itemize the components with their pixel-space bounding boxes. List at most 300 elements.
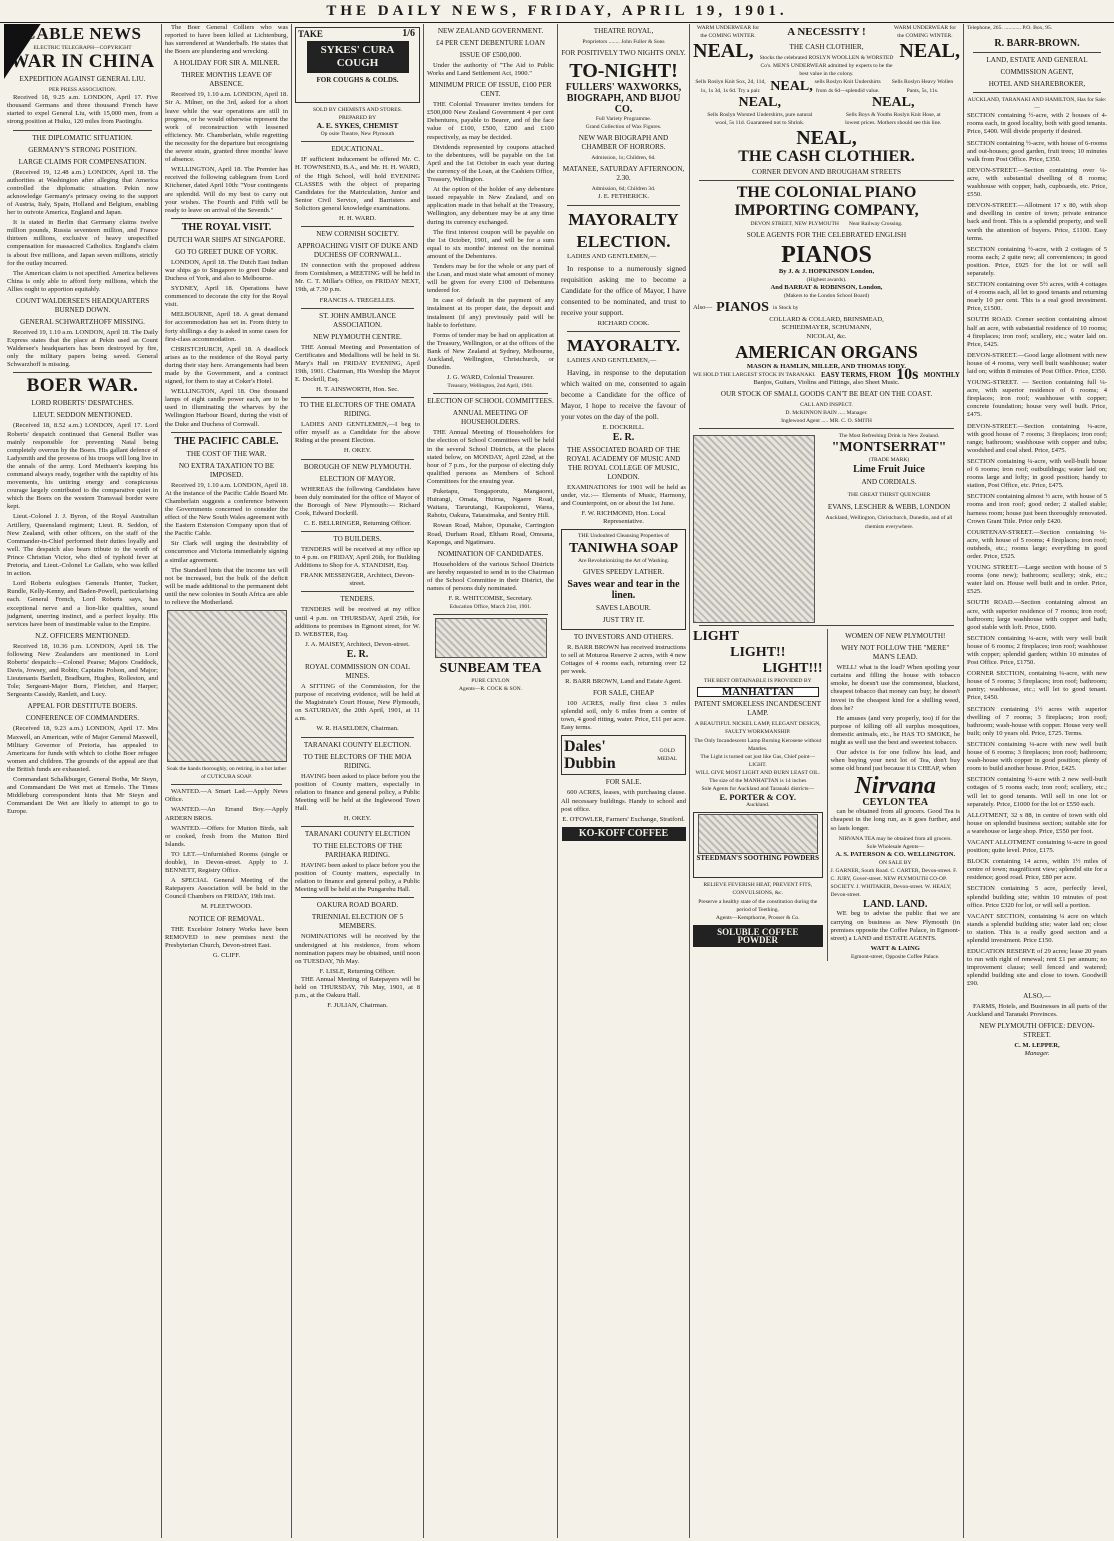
divider (699, 625, 954, 626)
divider (171, 218, 282, 219)
boer-war-heading: BOER WAR. (26, 375, 139, 397)
neal-row-1 (693, 40, 960, 78)
article-paragraph: WELLINGTON, April 18. One thousand lamps of eight candle power each, are to be used in illuminating the wharves by the Wellington Harbour Board, during the visit of the Duke and Duchess of Cornwall. (165, 388, 288, 428)
pianos-stock-heading: PIANOS (716, 300, 769, 316)
divider (301, 459, 414, 460)
article-paragraph: Lord Roberts eulogises Generals Hunter, Tucker, Rundle, Kelly-Kenny, and Baden-Powell, particularising each. General French, Lord Roberts says, has exceptional nerve and a lion-like qualities, sound judgment, unerring instinct, and a perfect loyalty. His services have been of inestimable value to the Empire. (7, 580, 158, 628)
notice-text: Puketapu, Tongaporutu, Mangaorei, Huirangi, Omata, Huirua, Ngaere Road, Waitara, Tarurutangi, Kaupokonui, Warea, Rahotu, Oakura, Tataraimaka, and Sentry Hill. (427, 488, 554, 520)
headline: APPEAL FOR DESTITUTE BOERS. (27, 702, 138, 711)
divider (433, 614, 548, 615)
signature: C. E. BELLRINGER, Returning Officer. (303, 519, 412, 527)
notice-text: At the option of the holder of any debenture issued repayable in New Zealand, and on application made in that behalf at the Treasury, Wellington, any debenture may be at any time during its currency exchanged. (427, 186, 554, 226)
headline: N.Z. OFFICERS MENTIONED. (35, 631, 130, 640)
dateline: Treasury, Wellington, 2nd April, 1901. (447, 383, 534, 390)
neal-logo: NEAL, (899, 40, 960, 63)
colonial-near-rail: Near Railway Crossing. (848, 220, 903, 227)
headline: NEW CORNISH SOCIETY. (316, 230, 399, 239)
property-listing: SOUTH ROAD. Corner section containing almost half an acre, with substantial residence of 10 rooms; 4 fireplaces; iron roof; scullery, etc.; water laid on. Price, £425. (967, 316, 1107, 348)
divider (301, 531, 414, 532)
notice-text: In case of default in the payment of any instalment at its proper date, the deposit and instalment (if any) previously paid will be liable to forfeiture. (427, 297, 554, 329)
headline: MATANEE, SATURDAY AFTERNOON, 2.30. (562, 165, 685, 183)
property-listing: COURTENAY-STREET.—Section containing ¼-acre, with house of 5 rooms; 4 fireplaces; iron roof; outsheds, etc.; rooms large; everything in good order. Price, £525. (967, 528, 1107, 560)
colonial-piano-heading: THE COLONIAL PIANO IMPORTING COMPANY, (734, 183, 919, 219)
organ-makers: MASON & HAMLIN, MILLER, AND THOMAS IODY. (746, 362, 907, 370)
taniwha-brand: TANIWHA SOAP (568, 540, 679, 556)
also-label: Also— (693, 304, 713, 312)
dales-medal: GOLD MEDAL (657, 748, 678, 763)
classified-ad: THE Excelsior Joinery Works have been REMOVED to new premises next the Presbyterian Church, Devon-street East. (165, 925, 288, 949)
headline: NO EXTRA TAXATION TO BE IMPOSED. (178, 461, 275, 479)
headline: NOMINATION OF CANDIDATES. (437, 549, 544, 558)
steedman-text: Preserve a healthy state of the constitution during the period of Teething. (698, 898, 818, 913)
neal-main-logo: NEAL, (796, 126, 857, 149)
burning-kerosene: The Only Incandescent Lamp Burning Kerosene without Mantles. (694, 737, 822, 752)
ad-text: GIVES SPEEDY LATHER. (583, 567, 664, 576)
divider (301, 308, 414, 309)
nirvana-text: He amuses (and very properly, too) if for the purpose of killing off all surplus mosquitoes, domestic animals, etc., he HAS TO SMOKE, he might as well use the best and sweetest tobacco. (830, 714, 960, 746)
signature: F. JULIAN, Chairman. (327, 1002, 388, 1010)
lepper: C. M. LEPPER, (1014, 1041, 1060, 1049)
property-listing: DEVON-STREET.—Section containing over ¼-acre, with substantial dwelling of 8 rooms; washhouse with copper, bath, cupboards, etc. Price, £550. (967, 166, 1107, 199)
notice-text: 600 ACRES, leases, with purchasing clause. All necessary buildings. Handy to school and post office. (561, 789, 686, 813)
taniwha-soap-ad (561, 529, 686, 629)
notice-text: Householders of the various School Districts are hereby requested to send in to the Chairman of the School Committee in their District, the names of persons duly nominated. (427, 560, 554, 592)
paterson: A. S. PATERSON & CO. WELLINGTON. (835, 850, 956, 858)
headline: TO THE ELECTORS OF THE OMATA RIDING. (299, 401, 416, 419)
steedman-ad (693, 812, 823, 878)
signature: E. DOCKRILL. (602, 423, 645, 431)
ad-text: Saves wear and tear in the linen. (567, 578, 680, 601)
article-paragraph: SYDNEY, April 18. Operations have commenced to decorate the city for the Royal visit. (165, 285, 288, 309)
neal-main-clothier: THE CASH CLOTHIER. (738, 147, 915, 165)
land-estate: LAND, ESTATE AND GENERAL (986, 56, 1088, 65)
nirvana-brand: Nirvana (854, 773, 936, 800)
ad-text: Grand Collection of Wax Figures. (585, 124, 662, 131)
montserrat-agents: Auckland, Wellington, Christchurch, Dunedin, and of all chemists everywhere. (825, 515, 953, 530)
column-3 (292, 24, 424, 1538)
land-heading: LAND. LAND. (863, 899, 928, 911)
article-paragraph: The American claim is not specified. America believes China is only able to afford forty millions, which the Allies ought to apportion equitably. (7, 269, 158, 293)
mayoralty-election-heading: MAYORALTY ELECTION. (568, 209, 679, 251)
neal-stocks: Stocks the celebrated ROSLYN WOOLLEN & WORSTED Co's. MEN'S UNDERWEAR admitted by experts to be the best value in the colony. (759, 55, 894, 78)
manhattan-brand: MANHATTAN (697, 687, 819, 697)
headline: EDUCATIONAL. (331, 145, 384, 154)
in-stock: in Stock by (772, 305, 799, 312)
divider (301, 226, 414, 227)
notice-text: TENDERS will be received at my office up to 4 p.m. on FRIDAY, April 26th, for Building Additions to Shop for A. STANDISH, Esq. (295, 546, 420, 570)
tonight-heading: TO-NIGHT! (569, 60, 678, 83)
porter-city: Auckland. (746, 802, 770, 809)
ad-text: A. E. SYKES, CHEMIST (316, 121, 399, 131)
headline: ANNUAL MEETING OF HOUSEHOLDERS. (452, 409, 529, 427)
property-listing: SECTION containing ½-acre, with house of 6-rooms and out-houses; good garden, fruit trees; 10 minutes walk from Post Office. Price, £350. (967, 139, 1107, 163)
classified-ad: WANTED.—A Smart Lad.—Apply News Office. (165, 788, 288, 804)
ad-caption: Soak the hands thoroughly, on retiring, in a hot lather of CUTICURA SOAP. (166, 766, 287, 781)
sole-agents: SOLE AGENTS FOR THE CELEBRATED ENGLISH (746, 230, 907, 239)
notice-text: Dividends represented by coupons attached to the debentures, will be payable on the 1st April and the 1st October in each year during the currency of the Loan, at the Cashiers Office, Treasury, Wellington. (427, 143, 554, 184)
neal-logo: NEAL, (693, 40, 754, 63)
neal-clothier: THE CASH CLOTHIER, (789, 43, 864, 52)
property-listing: YOUNG-STREET. — Section containing full ¼-acre, with superior residence of 6 rooms; 4 fireplaces; iron roof; washhouse with copper; concrete foundation; house very well built. Price, £475. (967, 379, 1107, 419)
telephone-line: Telephone, 265. ............ P.O. Box, 95. (967, 25, 1053, 31)
manager: Manager. (1024, 1049, 1050, 1057)
sykes-take: TAKE (298, 29, 323, 39)
notice-text: HAVING been asked to place before you the position of County matters, especially in relation to finance and general policy, a Public Meeting will be held at the Inglewood Town Hall. (295, 772, 420, 812)
easy-terms: EASY TERMS, FROM (820, 370, 891, 379)
torn-corner (4, 24, 42, 82)
neal-corner: CORNER DEVON AND BROUGHAM STREETS (752, 167, 901, 176)
classified-ad: TO LET.—Unfurnished Rooms (single or double), in Devon-street. Apply to J. BENNETT, Registry Office. (165, 850, 288, 875)
dateline: Education Office, March 21st, 1901. (449, 604, 532, 611)
headline: GENERAL SCHWARTZHOFF MISSING. (20, 317, 145, 326)
article-paragraph: LONDON, April 18. The Dutch East Indian war ships go to Singapore to greet Duke and Duchess of York, and also to Melbourne. (165, 258, 288, 282)
best-obtainable: THE BEST OBTAINABLE IS PROVIDED BY (703, 678, 812, 685)
royal-cipher: E. R. (612, 431, 635, 443)
headline: THREE MONTHS LEAVE OF ABSENCE. (181, 71, 272, 89)
barratt: And BARRAT & ROBINSON, London, (770, 284, 883, 292)
signature: RICHARD COOK. (597, 319, 650, 327)
watt-address: Egmont-street, Opposite Coffee Palace. (850, 953, 940, 960)
article-paragraph: (Received 18, 8.52 a.m.) LONDON, April 17. Lord Roberts' despatch continued that General Buller was mainly responsible for preventing Natal being completely overrun by the Boers. His gallant defence of Ladysmith and the prowess of his troops will long live in the annals of the army. Lord Methuen's keeping his command always ready, together with the rapidity of his movements, his untiring energy and conspicuous courage largely contributed to the comparative quiet in which the Boers on the western Transvaal border were kept. (7, 422, 158, 511)
classified-ad: WANTED.—An Errand Boy.—Apply ARDERN BROS. (165, 806, 288, 822)
article-paragraph: WELLINGTON, April 18. The Premier has received the following cablegram from Lord Kitchener, dated April 10th: "Your contingents are splendid. Will do my best to carry out your wishes. The Fourth and Fifth will be ready to leave on arrival of the Seventh." (165, 166, 288, 214)
headline: LIEUT. SEDDON MENTIONED. (32, 411, 133, 420)
property-listing: YOUNG STREET.—Large section with house of 5 rooms (one new); bathroom; scullery; sink, etc.; water laid on. House well built and in order. Price, £525. (967, 564, 1107, 596)
neal-hose: Sells Boys & Youths Roslyn Knit Hose, at lowest prices. Mothers should see this line. (845, 111, 942, 126)
divider (171, 432, 282, 433)
notice-text: Having, in response to the deputation which waited on me, consented to again become a Candidate for the office of Mayor, I hope to receive the favour of your votes on the day of the poll. (561, 367, 686, 421)
neal-row-2 (693, 78, 960, 94)
colonial-address: DEVON STREET, NEW PLYMOUTH (750, 220, 839, 227)
ad-text: SOLD BY CHEMISTS AND STORES. (312, 107, 403, 113)
divider (973, 52, 1101, 53)
headline: THE DIPLOMATIC SITUATION. (32, 133, 133, 142)
neal-logo: NEAL, (872, 94, 915, 110)
headline: TO THE ELECTORS OF THE PARIHAKA RIDING. (312, 842, 403, 860)
property-listing: VACANT SECTION, containing ¼ acre on which stands a splendid building site; water laid on; close to station. This is a really good section and a splendid investment. Price £150. (967, 912, 1107, 944)
headline: EXPEDITION AGAINST GENERAL LIU. (19, 75, 146, 84)
headline: TENDERS. (340, 595, 375, 604)
notice-text: The first interest coupon will be payable on the 1st October, 1901, and will be for a sum equal to six months' interest on the nominal amount of the Debentures. (427, 228, 554, 260)
property-listing: DEVON-STREET.—Allotment 17 x 80, with shop and dwelling in centre of town; private entrance back and front. This is a splendid property, and well worth the attention of buyers. Price, £1100. Easy terms. (967, 202, 1107, 242)
montserrat-ad (693, 432, 960, 622)
article-paragraph: Lieut.-Colonel J. J. Byron, of the Royal Australian Artillery, Queensland regiment; Lieut. R. Seddon, of New Zealand, with other officers, on the staff of the Commander-in-Chief performed their duties loyally and well. The despatch also bears tribute to the worth of Prince Christian Victor, who died of typhoid fever at Pretoria, and Lieut.-Colonel Le Gallais, who was killed in action. (7, 513, 158, 578)
montserrat-illustration (693, 435, 815, 623)
trade-mark: (TRADE MARK) (868, 457, 910, 464)
headline: TO THE ELECTORS OF THE MOA RIDING. (303, 752, 412, 770)
notice-text: A SITTING of the Commission, for the purpose of receiving evidence, will be held at the Magistrate's Court House, New Plymouth, on SATURDAY, the 20th April, 1901, at 11 a.m. (295, 682, 420, 723)
dales-dubbin-ad (561, 735, 686, 775)
headline: COUNT WALDERSEE'S HEADQUARTERS BURNED DOWN. (15, 296, 150, 314)
on-sale: ON SALE BY (878, 859, 912, 866)
lamp-sole-agents: Sole Agents for Auckland and Taranaki districts— (701, 786, 815, 793)
neal-worsted: Sells Roslyn Worsted Undershirts, pure natural wool, 5s 11d. Guaranteed not to Shrink. (707, 111, 813, 126)
headline: NOTICE OF REMOVAL. (188, 914, 265, 923)
cordials: AND CORDIALS. (861, 478, 917, 487)
fullers-heading: FULLERS' WAXWORKS, BIOGRAPH, AND BIJOU CO. (565, 82, 682, 116)
column-1 (4, 24, 162, 1538)
headline: GERMANY'S STRONG POSITION. (28, 145, 137, 154)
property-listing: DEVON-STREET.—Good large allotment with new house of 4 rooms, very well built washhouse; water laid on; within 8 minutes of Post Office. Price, £350. (967, 351, 1107, 375)
royal-cipher: E. R. (346, 648, 369, 660)
signature: H. OKEY. (343, 814, 372, 822)
pills-ad-illustration (435, 618, 547, 658)
article-paragraph: MELBOURNE, April 18. A great demand for accommodation has set in. From thirty to forty shillings a day is asked in some cases for first-class accommodation. (165, 311, 288, 343)
steedman-brand: STEEDMAN'S SOOTHING POWDERS (696, 854, 820, 863)
headline: THE COST OF THE WAR. (186, 449, 267, 458)
divider (433, 393, 548, 394)
property-listing: EDUCATION RESERVE of 29 acres; lease 20 years to run with right of renewal; rent £1 per annum; no improvement clause; well fenced and watered; splendid building site and close to town. Goodwill £90. (967, 948, 1107, 988)
headline: FOR POSITIVELY TWO NIGHTS ONLY. (561, 49, 686, 58)
article-paragraph: Received 19, 1.10 a.m. LONDON, April 18. The Daily Express states that the place at Pekin used as Count Waldersee's headquarters has been destroyed by fire, only the military papers being saved. General Schwarzhoff is missing. (7, 328, 158, 369)
american-organs-heading: AMERICAN ORGANS (735, 341, 918, 362)
headline: £4 PER CENT DEBENTURE LOAN (436, 39, 545, 47)
headline: NEW WAR BIOGRAPH AND CHAMBER OF HORRORS. (578, 134, 669, 152)
notice-text: LADIES AND GENTLEMEN,— (567, 356, 657, 364)
column-2 (162, 24, 292, 1538)
notice-text: THE Annual Meeting of Householders for the election of School Committees will be held in the several School Districts, at the places stated below, on MONDAY, April 22nd, at the hour of 7 p.m., for the purpose of electing duly qualified persons as Members of School Committees for the ensuing year. (427, 429, 554, 485)
dales-brand: Dales' Dubbin (564, 738, 616, 773)
wholesale: Sole Wholesale Agents— (866, 843, 924, 850)
mayoralty-heading: MAYORALTY. (567, 335, 680, 355)
divider (567, 331, 680, 332)
underwear-header (693, 24, 960, 40)
warm-underwear-right: WARM UNDERWEAR for the COMING WINTER. (893, 25, 957, 40)
headline: TRIENNIAL ELECTION OF 5 MEMBERS. (311, 913, 404, 931)
ad-text: JUST TRY IT. (602, 615, 645, 624)
also-heading: ALSO,— (1023, 991, 1051, 1000)
headline: THE ASSOCIATED BOARD OF THE ROYAL ACADEMY OF MUSIC AND THE ROYAL COLLEGE OF MUSIC, LONDON. (566, 445, 681, 481)
column-6 (690, 24, 964, 1538)
signature: H. OKEY. (343, 447, 372, 455)
divider (973, 92, 1101, 93)
neal-row-3 (693, 95, 960, 127)
article-paragraph: The Standard hints that the income tax will not be increased, but the bulk of the deficit will be made additional to the permanent debt until the new colonies in South Africa are able to relieve the Motherland. (165, 566, 288, 606)
masthead (0, 0, 1114, 23)
signature: H. T. AINSWORTH, Hon. Sec. (316, 386, 399, 394)
beautiful-lamp: A BEAUTIFUL NICKEL LAMP, ELEGANT DESIGN, FAULTY WORKMANSHIP. (694, 721, 821, 736)
headline: LARGE CLAIMS FOR COMPENSATION. (18, 157, 147, 166)
signature: J. A. MAISEY, Architect, Devon-street. (305, 640, 410, 648)
warm-underwear-left: WARM UNDERWEAR for the COMING WINTER. (696, 25, 760, 40)
property-listing: ALLOTMENT, 32 x 88, in centre of town with old house on splendid business section; suitable site for a warehouse or large shop. Price, £550 per foot. (967, 811, 1107, 835)
nokoff-coffee-ad: KO-KOFF COFFEE (562, 827, 686, 841)
manager-line: D. McKINNON BAIN ..... Manager. (785, 409, 868, 416)
notice-text: THE Annual Meeting of Ratepayers will be held on THURSDAY, 7th May, 1901, at 8 p.m., at the Oakura Hall. (295, 975, 420, 1000)
nirvana-text: can be obtained from all grocers. Good Tea is cheapest in the long run, as it goes further, and so lasts longer. (830, 808, 960, 832)
headline: THEATRE ROYAL, (593, 27, 654, 35)
article-paragraph: (Received 18, 9.23 a.m.) LONDON, April 17. Mrs Maxwell, an American, wife of Major General Maxwell, Military Governor of Pretoria, has appealed to Americans for funds with which to clothe Boer refugee women and children. The grounds of the appeal are that the British funds are exhausted. (7, 725, 158, 773)
divider (301, 826, 414, 827)
cable-news-heading: CABLE NEWS (23, 24, 142, 43)
notice-text: Tenders may be for the whole or any part of the Loan, and must state what amount of money will be given for every £100 of Debentures tendered for. (427, 262, 554, 295)
divider (301, 591, 414, 592)
notice-text: IN connection with the proposed address from Cornishmen, a MEETING will be held in Mr. C. T. Millar's Office, on FRIDAY NEXT, 19th, at 7.30 p.m. (295, 262, 420, 294)
property-listing: SECTION containing ¼-acre, with well-built house of 6 rooms; iron roof; outbuildings; water laid on; rooms large and lofty; in good position; handy to station, Post Office, etc. Price, £475. (967, 457, 1107, 490)
steedman-agents: Agents—Kempthorne, Prosser & Co. (715, 914, 800, 921)
headline: FOR SALE. (605, 778, 642, 787)
cuticura-illustration (167, 610, 287, 762)
headline: TO INVESTORS AND OTHERS. (573, 632, 674, 641)
most-refreshing: The Most Refreshing Drink in New Zealand. (838, 433, 940, 440)
divider (301, 397, 414, 398)
article-paragraph: (Received 19, 12.48 a.m.) LONDON, April 18. The authorities at Washington after alleging that America controlled the diplomatic situation. Pekin now acknowledge Germany's primacy owing to the support of Austria, Italy, Spain, Holland and Belgium, enabling her to outvote America, England and Japan. (7, 168, 158, 217)
ten-shillings: 10s (896, 365, 919, 383)
divider (13, 372, 152, 373)
headline: NEW PLYMOUTH CENTRE. (313, 332, 402, 341)
inglewood-agent: Inglewood Agent ..... MR. C. O. SMITH (781, 418, 872, 425)
sykes-for: FOR COUGHS & COLDS. (316, 76, 399, 85)
farms-text: FARMS, Hotels, and Businesses in all parts of the Auckland and Taranaki Provinces. (967, 1002, 1107, 1018)
classified-ad: A SPECIAL General Meeting of the Ratepayers Association will be held in the Council Chambers on FRIDAY, 19th inst. (165, 877, 288, 901)
theatre-proprietors: Proprietors ........ John Fuller & Sons (582, 39, 665, 45)
signature: F. LISLE, Returning Officer. (319, 967, 396, 975)
most-light: WILL GIVE MOST LIGHT AND BURN LEAST OIL. (695, 769, 820, 776)
montserrat-brand: "MONTSERRAT" (831, 440, 947, 456)
column-4 (424, 24, 558, 1538)
article-paragraph: It is stated in Berlin that Germany claims twelve million pounds, Russia seventeen million, and France thirteen millions, exclusive of heavy unspecified compensation for massacred Catholics. England's claim is about five millions, and Japan seven millions, strictly for the outlay incurred. (7, 219, 158, 267)
nirvana-all: NIRVANA TEA may be obtained from all grocers. (838, 835, 952, 842)
signature: J. G. WARD, Colonial Treasurer. (446, 374, 535, 382)
divider (171, 784, 282, 785)
column-5 (558, 24, 690, 1538)
headline: NEW ZEALAND GOVERNMENT. (437, 27, 544, 35)
notice-text: TENDERS will be received at my office until 4 p.m. on THURSDAY, April 25th, for additions to premises in Egmont street, for W. D. WEBSTER, Esq. (295, 606, 420, 638)
signature: W. R. HASELDEN, Chairman. (316, 725, 399, 733)
headline: ST. JOHN AMBULANCE ASSOCIATION. (319, 311, 396, 329)
notice-text: WHEREAS the following Candidates have been duly nominated for the office of Mayor of the Borough of New Plymouth:— Richard Cook, Edward Dockrill. (295, 485, 420, 517)
article-paragraph: Received 19, 1.10 a.m. LONDON, April 18. Sir A. Milner, on the 3rd, asked for a short leave while the war operations are still in progress, or he would otherwise represent the work of reconstruction with lessened efficiency. Mr. Chamberlain, while regretting the necessity for the departure but recognising the severe strain, granted three months' leave of absence. (165, 91, 288, 164)
signature: FRANCIS A. TREGELLES. (319, 296, 396, 304)
divider (13, 130, 152, 131)
headline: GO TO GREET DUKE OF YORK. (175, 247, 278, 256)
war-in-china-heading: WAR IN CHINA (10, 51, 155, 73)
sunbeam-sub: PURE CEYLON (471, 678, 510, 685)
ad-text: Admission, 6d; Children 3d. (591, 186, 656, 193)
sykes-logo: SYKES' CURA COUGH (307, 41, 409, 73)
ad-text: Admission, 1s; Children, 6d. (591, 155, 656, 162)
signature: FRANK MESSENGER, Architect, Devon-street. (300, 572, 415, 588)
notice-text: Under the authority of "The Aid to Public Works and Land Settlement Act, 1900." (427, 62, 554, 78)
for-sale-intro: AUCKLAND, TARANAKI AND HAMILTON, Has for Sale:— (967, 97, 1107, 112)
ad-text: SAVES LABOUR. (596, 603, 651, 612)
royal-visit-heading: THE ROYAL VISIT. (181, 221, 272, 233)
notice-text: 100 ACRES, really first class 3 miles splendid soil, only 6 miles from a centre of town, 4 good ritting, water. Price, £11 per acre. Easy terms. (561, 700, 686, 732)
sellers: J. GARNER, South Road. C. CARTER, Devon-street. F. C. JURY, Gover-street. NEW PLYMOUTH CO-OP. SOCIETY. J. WHITAKER, Devon-street. W. HEALY, Devon-street. (830, 868, 958, 899)
property-listing: SECTION containing 5 acre, perfectly level, splendid building site; within 10 minutes of post office. Price £320 for lot, or will sell a portion. (967, 885, 1107, 909)
property-listing: CORNER SECTION, containing ¼-acre, with new house of 5 rooms; 3 fireplaces; iron roof; bathroom; pantry; washhouse, etc.; will let to good tenant. Price, £450. (967, 670, 1107, 702)
notice-text: THE Colonial Treasurer invites tenders for £500,000 New Zealand Government 4 per cent Debentures, payable to Bearer, and of the face value of £100, £500, £200 and £100 respectively, as may be decided. (427, 101, 554, 141)
nirvana-ad (827, 629, 961, 961)
nirvana-text: WELL! what is the load? When spoiling your curtains and filling the house with tobacco smoke, he doesn't use the commonest, blackest, cheapest tobacco that money can buy; he doesn't invest in the cheapest kind for a shilling weed, does he? (830, 664, 960, 712)
headline: FOR SALE, CHEAP (593, 689, 654, 698)
steedman-illustration (698, 814, 818, 854)
signature: J. E. FETHERICK. (597, 193, 650, 201)
light-turned: The Light is turned out just like Gas, Chief point—LIGHT. (700, 753, 816, 768)
land-text: WE beg to advise the public that we are carrying on business as New Plymouth (in premises opposite the Coffee Palace, in Egmont-street) a LAND and ESTATE AGENTS. (830, 910, 960, 942)
property-listing: DEVON-STREET.—Section containing ¼-acre, with good house of 7 rooms; 3 fireplaces; iron roof; range; bathroom; washhouse with copper and tubs; woodshed and coal shed. Price, £475. (967, 422, 1107, 454)
notice-text: Rowan Road, Mahoe, Opunake, Carrington Road, Durham Road, Eltham Road, Omoana, Kaponga, and Ngatimaru. (427, 522, 554, 546)
barr-brown-heading: R. BARR-BROWN. (994, 38, 1080, 50)
headline: ELECTION OF MAYOR. (319, 474, 396, 483)
notice-text: HAVING been asked to place before you the position of County matters, especially in relation to finance and general policy, a Public Meeting will be held at the Pungarehu Hall. (295, 862, 420, 894)
article-paragraph: Received 18, 9.25 a.m. LONDON, April 17. Five thousand Germans and three thousand French have started to expel General Liu, with 15,000 men, from a strong position at Hsiku, 120 miles from Paotingfu. (7, 94, 158, 126)
why-not: WHY NOT FOLLOW THE "MERE" MAN'S LEAD. (841, 644, 950, 662)
article-paragraph: CHRISTCHURCH, April 18. A deadlock arises as to the residence of the Royal party during their stay here. Arrangements had been made by the Government, and a contract signed, for them to stay at Coker's Hotel. (165, 345, 288, 386)
headline: TARANAKI COUNTY ELECTION. (303, 740, 412, 749)
pianos-heading: PIANOS (781, 241, 872, 268)
notice-text: NOMINATIONS will be received by the undersigned at his residence, from whom nomination papers may be obtained, until noon on TUESDAY, 7th May. (295, 933, 420, 965)
property-listing: BLOCK containing 14 acres, within 1½ miles of centre of town; magnificent view; splendid site for a residence; good road. Price, £80 per acre. (967, 858, 1107, 882)
ad-text: PREPARED BY (338, 115, 377, 122)
colonial-address-row (693, 220, 960, 228)
signature: G. CLIFF. (212, 951, 241, 959)
small-goods: OUR STOCK OF SMALL GOODS CAN'T BE BEAT ON THE COAST. (720, 389, 933, 398)
women-heading: WOMEN OF NEW PLYMOUTH! (845, 632, 946, 641)
banjos: Banjos, Guitars, Violins and Fittings, also Sheet Music. (753, 378, 900, 386)
pianos-stock-row (693, 300, 960, 316)
property-listing: SECTION containing ½-acre, with 2 houses of 4-rooms each, in good locality, both with good tenants. Price, £400. Will divide property if desired. (967, 112, 1107, 136)
headline: TO BUILDERS. (333, 535, 382, 543)
ad-text: Full Variety Programme. (595, 116, 652, 123)
divider (301, 141, 414, 142)
headline: DUTCH WAR SHIPS AT SINGAPORE. (167, 235, 286, 244)
signature: H. H. WARD. (338, 215, 377, 223)
property-listing: SECTION containing ¼-acre, with very well built house of 6 rooms; 2 fireplaces; iron roof; washhouse with copper; splendid garden; within 10 minutes of Post Office. Price, £1750. (967, 634, 1107, 667)
notice-text: LADIES AND GENTLEMEN,— (567, 252, 657, 260)
soluble-coffee-ad: SOLUBLE COFFEE POWDER (693, 925, 823, 947)
headline: CONFERENCE OF COMMANDERS. (25, 714, 140, 723)
divider (301, 897, 414, 898)
sykes-ad (295, 27, 420, 103)
evans-lescher: EVANS, LESCHER & WEBB, LONDON (827, 503, 951, 512)
headline: ELECTION OF SCHOOL COMMITTEES. (427, 397, 554, 406)
nirvana-text: Our advice is for one follow his lead, and when buying your next lot of Tea, don't buy some old brand just because it is CHEAP, when (830, 749, 960, 773)
headline: APPROACHING VISIT OF DUKE AND DUCHESS OF CORNWALL. (297, 242, 418, 260)
porter-coy: E. PORTER & COY. (719, 792, 797, 803)
notice-text: THE Annual Meeting and Presentation of Certificates and Medallions will be held in St. Mary's Hall on FRIDAY EVENING, April 19th, 1901. Chairman, His Worship the Mayor E. Dockrill, Esq. (295, 343, 420, 383)
piano-makers-list: COLLARD & COLLARD, BRINSMEAD, SCHIEDMAYER, SCHUMANN, NICOLAI, &c. (769, 316, 884, 340)
headline: ISSUE OF £500,000. (459, 51, 522, 59)
headline: OAKURA ROAD BOARD. (316, 901, 399, 910)
property-listing: SECTION containing over 5½ acres, with 4 cottages of 4 rooms each, all let to good tenants and returning nearly 10 per cent. This is a real good investment. Price, £1500. (967, 281, 1107, 313)
light-2: LIGHT!! (730, 645, 786, 661)
neal-logo: NEAL, (770, 78, 813, 94)
property-listing: SECTION containing ½-acre with 2 new well-built cottages of 5 rooms each; iron roof; scullery, etc.; will let to good tenants. Will sell in one lot or separately. Price, £1000 for the lot or £550 each. (967, 776, 1107, 808)
monthly: MONTHLY (923, 370, 960, 379)
property-listing: SECTION containing ½-acre, with 2 cottages of 5 rooms each; 2 quite new; all conveniences; in good position. Price, £925 for the lot or will sell separately. (967, 245, 1107, 277)
article-paragraph: Received 19, 1.10 a.m. LONDON, April 18. At the instance of the Pacific Cable Board Mr. Chamberlain suggests a conference between the Governments concerned to consider the effect of the New South Wales agreement with the Eastern Extension Company upon that of the Pacific Cable. (165, 481, 288, 538)
property-listing: SECTION containing 1½ acres with superior dwelling of 7 rooms; 3 fireplaces; iron roof; bathroom; wash-house with copper. House very well built; only 10 years old. Price, £725. Terms. (967, 705, 1107, 737)
article-paragraph: Sir Clark will urging the desirability of concurrence and Victoria immediately signing a similar agreement. (165, 540, 288, 564)
neal-sox: Sells Roslyn Knit Sox, 2d, 11d, 1s, 1s 3d, 1s 6d. Try a pair. (695, 79, 766, 94)
cable-subheading: ELECTRIC TELEGRAPH—COPYRIGHT (33, 45, 132, 51)
notice-text: Forms of tender may be had on application at the Treasury, Wellington, or at the offices of the Bank of New Zealand at Sydney, Melbourne, Auckland, Wellington, Christchurch, or Dunedin. (427, 331, 554, 372)
watt-laing: WATT & LAING (870, 944, 920, 952)
classified-ad: WANTED.—Offers for Mutton Birds, salt or cooked, fresh from the Mutton Bird Islands. (165, 824, 288, 848)
ceylon-tea: CEYLON TEA (862, 797, 929, 809)
thirst-quencher: THE GREAT THIRST QUENCHER (847, 492, 931, 499)
headline: LORD ROBERTS' DESPATCHES. (31, 399, 134, 408)
notice-text: R. BARR BROWN has received instructions to sell at Moturoa Reserve 2 acres, with 4 new Cottages of 4 rooms each, returning over £2 per week. (561, 643, 686, 675)
hopkinson: By J. & J. HOPKINSON London, (778, 267, 875, 275)
sunbeam-agents: Agents—R. COCK & SON. (458, 686, 523, 693)
sunbeam-brand: SUNBEAM TEA (439, 661, 542, 677)
light-3: LIGHT!!! (762, 661, 823, 677)
commission: COMMISSION AGENT, (1000, 68, 1074, 77)
property-listing: SECTION containing ¼-acre with new well built house of 6 rooms; 3 fireplaces; iron roof; bathroom; wash-house with copper in good position; plenty of room to build another house. Price, £425. (967, 740, 1107, 773)
signature: F. W. RICHMOND, Hon. Local Representative. (581, 510, 666, 526)
